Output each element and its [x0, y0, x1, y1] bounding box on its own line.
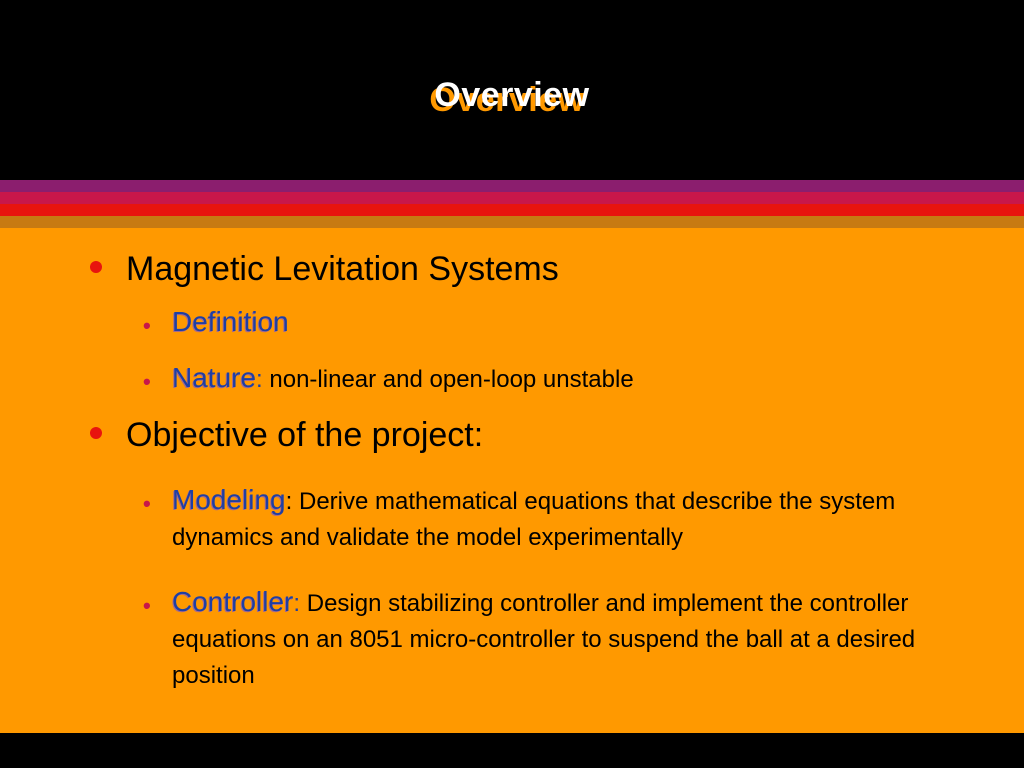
- sub-bullet-dot-icon: •: [143, 313, 151, 338]
- decor-band-red: [0, 204, 1024, 216]
- decor-band-brown: [0, 216, 1024, 228]
- title-area: [0, 0, 1024, 180]
- content-area: [0, 228, 1024, 733]
- term-separator: :: [293, 590, 301, 617]
- bullet-text: Objective of the project:: [126, 416, 484, 454]
- sub-bullet-dot-icon: •: [143, 369, 151, 394]
- term-nature: Nature: [172, 362, 257, 393]
- bullet-dot-icon: [90, 261, 102, 273]
- description-nature: non-linear and open-loop unstable: [269, 366, 634, 393]
- sub-bullet-controller: [143, 584, 942, 694]
- sub-bullet-definition: [143, 304, 942, 342]
- description-controller: Design stabilizing controller and implement the controller equations on an 8051 micro-controller to suspend the ball at a desired position: [172, 590, 916, 689]
- decor-band-purple: [0, 180, 1024, 192]
- sub-bullet-modeling: [143, 482, 942, 556]
- term-separator: :: [256, 366, 263, 393]
- term-modeling: Modeling: [172, 484, 286, 515]
- slide-title: Overview: [434, 76, 590, 114]
- term-separator: :: [285, 488, 293, 515]
- sub-bullet-nature: [143, 360, 942, 398]
- sub-bullet-dot-icon: •: [143, 593, 151, 618]
- sub-bullet-dot-icon: •: [143, 491, 151, 516]
- bullet-objective: [126, 416, 483, 455]
- term-definition: Definition: [172, 306, 289, 337]
- description-modeling: Derive mathematical equations that describe the system dynamics and validate the model experimentally: [172, 488, 896, 551]
- decor-band-magenta: [0, 192, 1024, 204]
- bullet-dot-icon: [90, 427, 102, 439]
- footer-bar: [0, 733, 1024, 768]
- term-controller: Controller: [172, 586, 294, 617]
- bullet-text: Magnetic Levitation Systems: [126, 250, 559, 288]
- bullet-magnetic-levitation: [126, 250, 559, 289]
